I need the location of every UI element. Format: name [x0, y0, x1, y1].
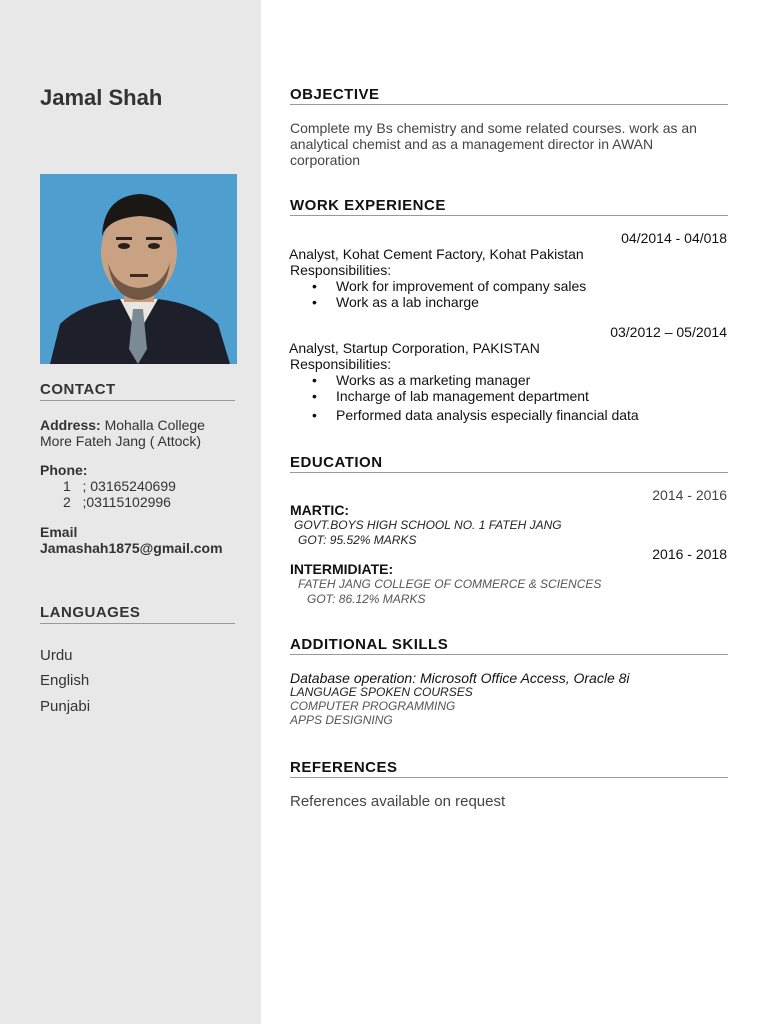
phone-num: 1	[63, 478, 71, 494]
skills-main: Database operation: Microsoft Office Access, Oracle 8i	[290, 670, 630, 686]
objective-line: analytical chemist and as a management director in AWAN	[290, 136, 654, 152]
email-link[interactable]: Jamashah1875@gmail.com	[40, 540, 223, 556]
education-marks: GOT: 95.52% MARKS	[298, 533, 417, 547]
responsibility-item: • Works as a marketing manager	[312, 372, 531, 388]
skills-heading: ADDITIONAL SKILLS	[290, 636, 728, 655]
responsibility-item: • Incharge of lab management department	[312, 388, 589, 404]
profile-photo	[40, 174, 237, 364]
contact-heading: CONTACT	[40, 381, 235, 401]
language-item: Punjabi	[40, 698, 91, 715]
skill-item: APPS DESIGNING	[290, 713, 393, 727]
education-heading: EDUCATION	[290, 454, 728, 473]
address-line1: Mohalla College	[100, 417, 205, 433]
references-heading: REFERENCES	[290, 759, 728, 778]
responsibility-item: • Work for improvement of company sales	[312, 278, 587, 294]
phone-value: ;03115102996	[82, 494, 171, 510]
language-item: Urdu	[40, 647, 73, 664]
phone-label: Phone:	[40, 462, 88, 478]
person-name: Jamal Shah	[40, 85, 163, 110]
objective-line: Complete my Bs chemistry and some related courses. work as an	[290, 120, 697, 136]
address-label: Address:	[40, 417, 101, 433]
education-dates: 2016 - 2018	[652, 546, 727, 562]
education-school: FATEH JANG COLLEGE OF COMMERCE & SCIENCES	[298, 577, 602, 591]
responsibilities-label: Responsibilities:	[290, 356, 392, 372]
sidebar	[0, 0, 261, 1024]
job-title: Analyst, Startup Corporation, PAKISTAN	[289, 340, 540, 356]
objective-text	[290, 120, 697, 168]
phone-2	[63, 494, 171, 510]
responsibilities-label: Responsibilities:	[290, 262, 392, 278]
education-marks: GOT: 86.12% MARKS	[307, 592, 426, 606]
skill-item: COMPUTER PROGRAMMING	[290, 699, 456, 713]
email-label: Email	[40, 524, 78, 540]
phone-value: ; 03165240699	[82, 478, 176, 494]
objective-line: corporation	[290, 152, 361, 168]
objective-heading: OBJECTIVE	[290, 86, 728, 105]
profile-photo-image	[40, 174, 237, 364]
skill-item: LANGUAGE SPOKEN COURSES	[290, 685, 473, 699]
education-school: GOVT.BOYS HIGH SCHOOL NO. 1 FATEH JANG	[294, 518, 562, 532]
work-heading: WORK EXPERIENCE	[290, 197, 728, 216]
job-dates: 04/2014 - 04/018	[621, 230, 727, 246]
responsibility-item: • Work as a lab incharge	[312, 294, 479, 310]
job-dates: 03/2012 – 05/2014	[610, 324, 727, 340]
address-line2: More Fateh Jang ( Attock)	[40, 433, 202, 449]
languages-heading: LANGUAGES	[40, 604, 235, 624]
education-level: INTERMIDIATE:	[290, 561, 394, 577]
phone-1	[63, 478, 176, 494]
responsibility-item: • Performed data analysis especially financial data	[312, 407, 639, 423]
references-text: References available on request	[290, 793, 506, 810]
address-block	[40, 417, 205, 449]
education-dates: 2014 - 2016	[652, 487, 727, 503]
language-item: English	[40, 672, 90, 689]
job-title: Analyst, Kohat Cement Factory, Kohat Pakistan	[289, 246, 584, 262]
phone-num: 2	[63, 494, 71, 510]
education-level: MARTIC:	[290, 502, 350, 518]
